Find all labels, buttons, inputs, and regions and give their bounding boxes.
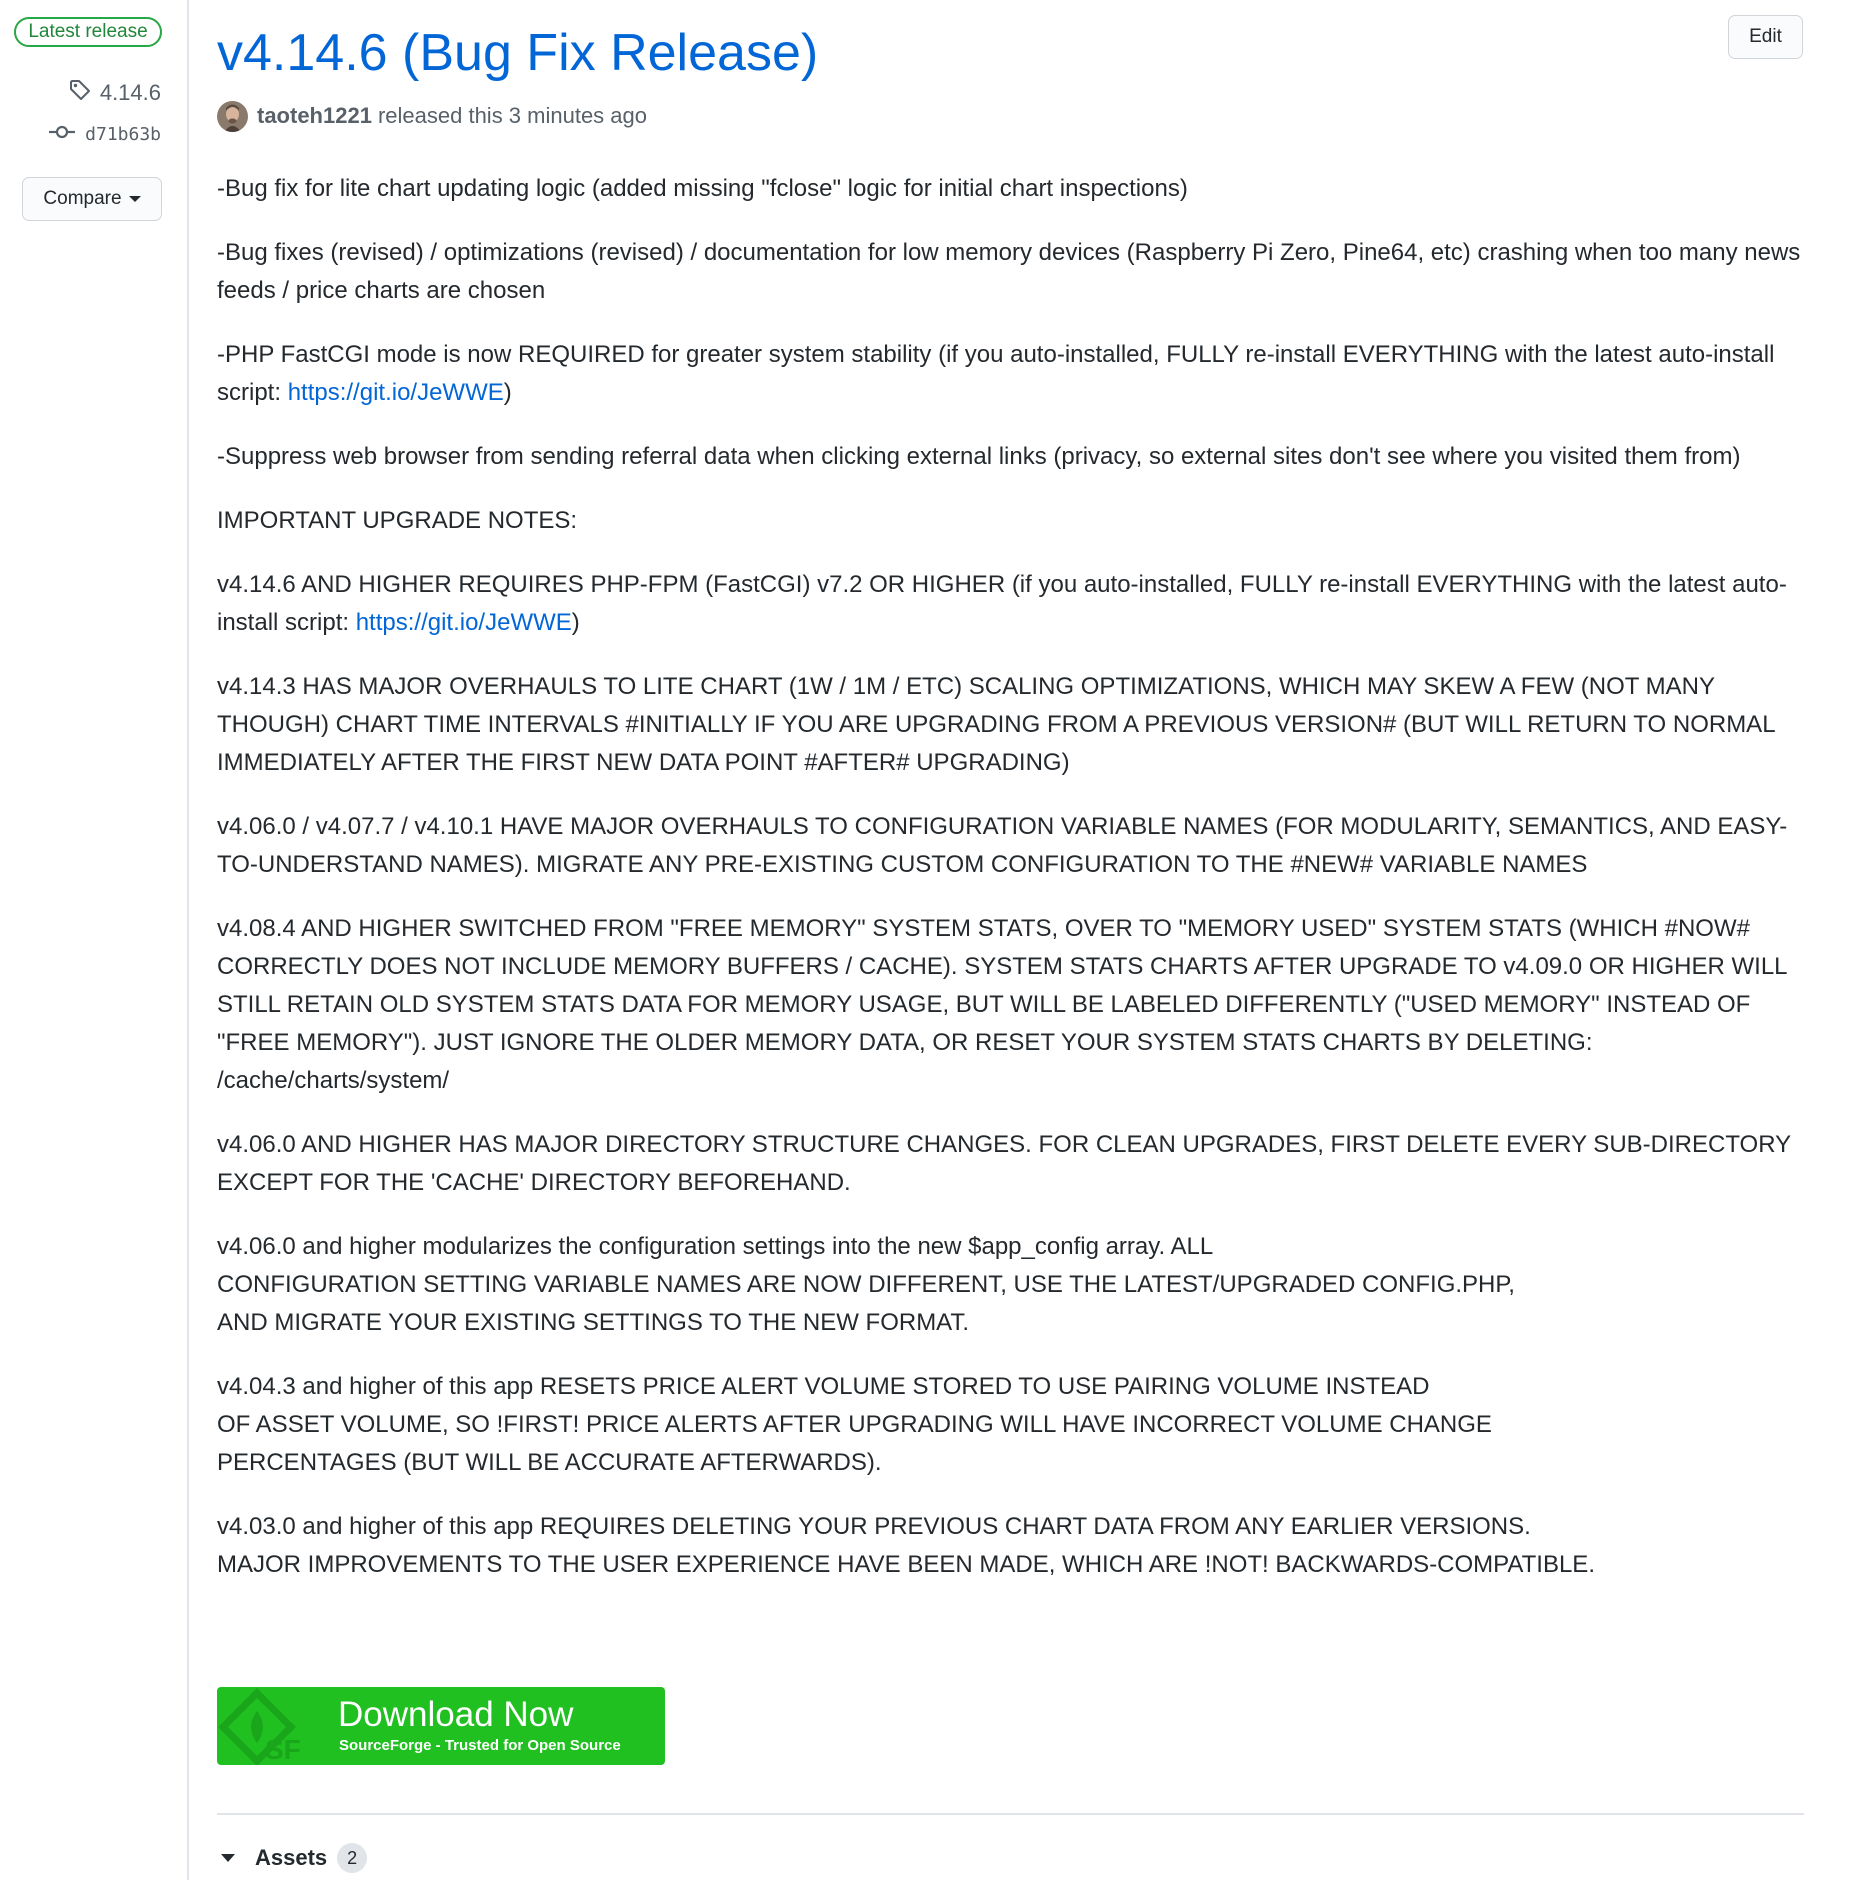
compare-label: Compare <box>43 188 122 209</box>
note-paragraph <box>217 1368 1812 1482</box>
note-paragraph <box>217 1228 1812 1342</box>
released-text: released this 3 minutes ago <box>377 103 648 128</box>
note-line: v4.04.3 and higher of this app RESETS PRICE ALERT VOLUME STORED TO USE PAIRING VOLUME INSTEAD <box>217 1373 1430 1400</box>
note-paragraph <box>217 1508 1812 1584</box>
note-line: v4.06.0 and higher modularizes the configuration settings into the new $app_config array. ALL <box>217 1233 1214 1260</box>
note-text: -PHP FastCGI mode is now REQUIRED for greater system stability (if you auto-installed, FULLY re-install EVERYTHING with the latest auto-install script: <box>217 341 1775 406</box>
note-text: ) <box>571 609 580 636</box>
note-paragraph: -Bug fixes (revised) / optimizations (revised) / documentation for low memory devices (Raspberry Pi Zero, Pine64, etc) crashing when too many news feeds / price charts are chosen <box>217 239 1801 304</box>
note-line: AND MIGRATE YOUR EXISTING SETTINGS TO THE NEW FORMAT. <box>217 1309 970 1336</box>
commit-sha: d71b63b <box>85 123 161 145</box>
note-paragraph <box>217 336 1812 412</box>
note-paragraph: v4.08.4 AND HIGHER SWITCHED FROM "FREE MEMORY" SYSTEM STATS, OVER TO "MEMORY USED" SYSTEM STATS (WHICH #NOW# CORRECTLY DOES NOT INCLUDE MEMORY BUFFERS / CACHE). SYSTEM STATS CHARTS AFTER UPGRADE TO v4.09.0 OR HIGHER WILL STILL RETAIN OLD SYSTEM STATS DATA FOR MEMORY USAGE, BUT WILL BE LABELED DIFFERENTLY ("USED MEMORY" INSTEAD OF "FREE MEMORY"). JUST IGNORE THE OLDER MEMORY DATA, OR RESET YOUR SYSTEM STATS CHARTS BY DELETING: /cache/charts/system/ <box>217 915 1787 1094</box>
install-script-link[interactable]: https://git.io/JeWWE <box>355 609 572 636</box>
avatar[interactable] <box>217 101 248 132</box>
latest-release-badge: Latest release <box>14 17 162 47</box>
note-line: MAJOR IMPROVEMENTS TO THE USER EXPERIENCE HAVE BEEN MADE, WHICH ARE !NOT! BACKWARDS-COMPATIBLE. <box>217 1551 1595 1578</box>
note-line: PERCENTAGES (BUT WILL BE ACCURATE AFTERWARDS). <box>217 1449 882 1476</box>
caret-down-icon <box>221 1854 235 1862</box>
commit-link[interactable] <box>48 121 161 147</box>
release-notes <box>217 170 1812 1610</box>
install-script-link[interactable]: https://git.io/JeWWE <box>287 379 504 406</box>
assets-label: Assets <box>255 1845 328 1870</box>
release-sidebar <box>0 0 189 1880</box>
note-paragraph: v4.06.0 / v4.07.7 / v4.10.1 HAVE MAJOR OVERHAULS TO CONFIGURATION VARIABLE NAMES (FOR MODULARITY, SEMANTICS, AND EASY-TO-UNDERSTAND NAMES). MIGRATE ANY PRE-EXISTING CUSTOM CONFIGURATION TO THE #NEW# VARIABLE NAMES <box>217 813 1788 878</box>
download-now-label: Download Now <box>338 1695 574 1734</box>
note-paragraph <box>217 566 1812 642</box>
commit-icon <box>48 124 85 145</box>
assets-count-badge: 2 <box>337 1843 367 1873</box>
edit-button[interactable]: Edit <box>1728 15 1803 59</box>
note-line: v4.03.0 and higher of this app REQUIRES DELETING YOUR PREVIOUS CHART DATA FROM ANY EARLIER VERSIONS. <box>217 1513 1531 1540</box>
upgrade-notes-heading: IMPORTANT UPGRADE NOTES: <box>217 507 578 534</box>
tag-name: 4.14.6 <box>99 80 161 105</box>
chevron-down-icon <box>129 196 141 202</box>
assets-toggle[interactable] <box>221 1841 367 1875</box>
note-text: v4.14.6 AND HIGHER REQUIRES PHP-FPM (FastCGI) v7.2 OR HIGHER (if you auto-installed, FULLY re-install EVERYTHING with the latest auto-install script: <box>217 571 1787 636</box>
note-paragraph: v4.06.0 AND HIGHER HAS MAJOR DIRECTORY STRUCTURE CHANGES. FOR CLEAN UPGRADES, FIRST DELETE EVERY SUB-DIRECTORY EXCEPT FOR THE 'CACHE' DIRECTORY BEFOREHAND. <box>217 1131 1791 1196</box>
note-line: OF ASSET VOLUME, SO !FIRST! PRICE ALERTS AFTER UPGRADING WILL HAVE INCORRECT VOLUME CHANGE <box>217 1411 1492 1438</box>
note-paragraph: -Suppress web browser from sending referral data when clicking external links (privacy, so external sites don't see where you visited them from) <box>217 443 1741 470</box>
tag-icon <box>68 78 100 108</box>
note-line: CONFIGURATION SETTING VARIABLE NAMES ARE NOW DIFFERENT, USE THE LATEST/UPGRADED CONFIG.PHP, <box>217 1271 1515 1298</box>
release-title[interactable]: v4.14.6 (Bug Fix Release) <box>217 24 819 82</box>
compare-button[interactable] <box>22 177 162 221</box>
note-paragraph: -Bug fix for lite chart updating logic (added missing "fclose" logic for initial chart inspections) <box>217 175 1188 202</box>
tag-link[interactable] <box>68 79 161 107</box>
download-sub-label: SourceForge - Trusted for Open Source <box>339 1737 621 1754</box>
assets-divider <box>217 1813 1804 1815</box>
author-link[interactable]: taoteh1221 <box>257 103 372 128</box>
sourceforge-download-button[interactable] <box>217 1687 665 1765</box>
note-paragraph: v4.14.3 HAS MAJOR OVERHAULS TO LITE CHART (1W / 1M / ETC) SCALING OPTIMIZATIONS, WHICH MAY SKEW A FEW (NOT MANY THOUGH) CHART TIME INTERVALS #INITIALLY IF YOU ARE UPGRADING FROM A PREVIOUS VERSION# (BUT WILL RETURN TO NORMAL IMMEDIATELY AFTER THE FIRST NEW DATA POINT #AFTER# UPGRADING) <box>217 673 1775 776</box>
release-byline <box>217 100 647 132</box>
note-text: ) <box>503 379 512 406</box>
sourceforge-logo-text: SF <box>265 1734 301 1765</box>
